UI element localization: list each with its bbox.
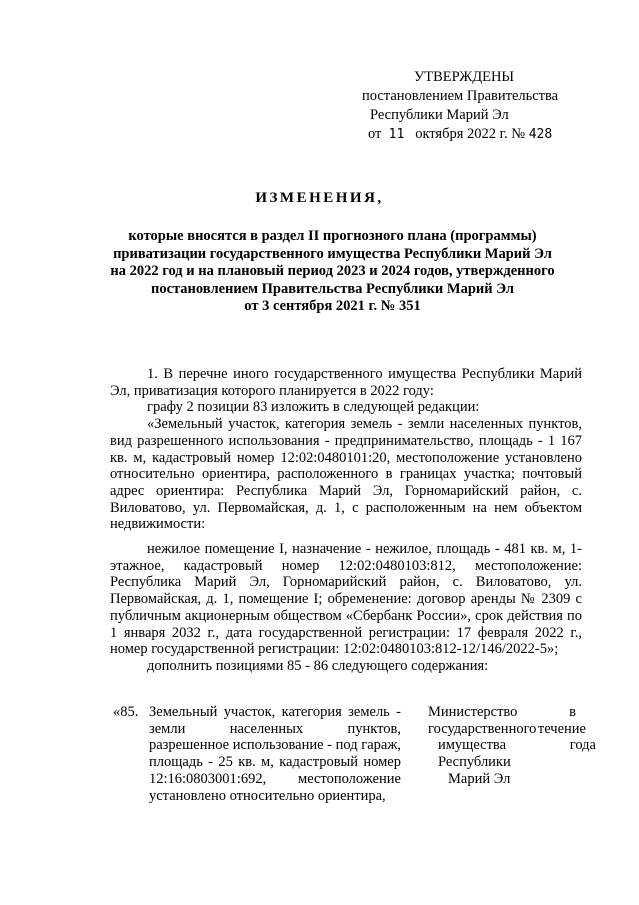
owner-word: Министерство bbox=[428, 704, 518, 720]
date-day: 11 bbox=[388, 127, 405, 142]
owner-word: Республики bbox=[438, 754, 511, 771]
owner-word: течение bbox=[537, 720, 586, 737]
subtitle-line: на 2022 год и на плановый период 2023 и 2024 годов, утвержденного bbox=[110, 263, 555, 280]
owner-word: имущества bbox=[438, 737, 507, 754]
approved-by-line: постановлением Правительства bbox=[362, 88, 559, 104]
owner-word: Марий Эл bbox=[448, 770, 511, 787]
subtitle-line: постановлением Правительства Республики Марий Эл bbox=[150, 280, 515, 297]
subtitle-line: приватизации государственного имущества Республики Марий Эл bbox=[113, 245, 552, 262]
owner-line bbox=[428, 737, 596, 754]
owner-line bbox=[428, 721, 586, 738]
decree-number: 428 bbox=[528, 127, 553, 142]
owner-line bbox=[428, 704, 576, 721]
position-description: Земельный участок, категория земель - земли населенных пунктов, разрешенное использование - под гараж, площадь - 25 кв. м, кадастровый номер 12:16:0803001:692, местоположение установлено относительно ориентира, bbox=[149, 704, 401, 804]
document-body bbox=[110, 366, 582, 675]
owner-word: в bbox=[569, 704, 576, 720]
approval-stamp bbox=[362, 68, 582, 144]
owner-line bbox=[428, 771, 606, 788]
paragraph-4: нежилое помещение I, назначение - нежилое, площадь - 481 кв. м, 1-этажное, кадастровый номер 12:02:0480103:812, местоположение: Республика Марий Эл, Горномарийский район, с. Виловатово, ул. Первомайская, д. 1, помещение I; обременение: договор аренды № 2309 с публичным акционерным обществом «Сбербанк России», срок действия по 1 января 2032 г., дата государственной регистрации: 17 февраля 2022 г., номер государственной регистрации: 12:02:0480103:812-12/146/2022-5»; bbox=[110, 541, 582, 658]
document-subtitle bbox=[70, 228, 595, 316]
approved-republic-line: Республики Марий Эл bbox=[370, 107, 509, 123]
date-month-year: октября 2022 г. № bbox=[415, 126, 526, 142]
paragraph-3: «Земельный участок, категория земель - земли населенных пунктов, вид разрешенного использования - предпринимательство, площадь - 1 167 кв. м, кадастровый номер 12:02:0480101:20, местоположение установлено относительно ориентира, расположенного в границах участка; почтовый адрес ориентира: Республика Марий Эл, Горномарийский район, с. Виловатово, ул. Первомайская, д. 1, с расположенным на нем объектом недвижимости: bbox=[110, 416, 582, 533]
owner-word: года bbox=[569, 737, 596, 754]
owner-line bbox=[428, 754, 596, 771]
approved-date-line bbox=[362, 125, 582, 144]
paragraph-5: дополнить позициями 85 - 86 следующего содержания: bbox=[147, 657, 489, 674]
position-owner bbox=[428, 704, 596, 788]
subtitle-line: от 3 сентября 2021 г. № 351 bbox=[244, 298, 421, 315]
date-prefix: от bbox=[368, 126, 382, 142]
document-title: ИЗМЕНЕНИЯ, bbox=[255, 190, 384, 206]
owner-word: государственного bbox=[428, 720, 537, 737]
paragraph-2: графу 2 позиции 83 изложить в следующей редакции: bbox=[147, 399, 480, 416]
paragraph-1: 1. В перечне иного государственного имущества Республики Марий Эл, приватизация которого планируется в 2022 году: bbox=[110, 366, 582, 399]
subtitle-line: которые вносятся в раздел II прогнозного плана (программы) bbox=[128, 228, 537, 244]
approved-heading: УТВЕРЖДЕНЫ bbox=[414, 69, 515, 85]
position-number: «85. bbox=[113, 704, 139, 720]
